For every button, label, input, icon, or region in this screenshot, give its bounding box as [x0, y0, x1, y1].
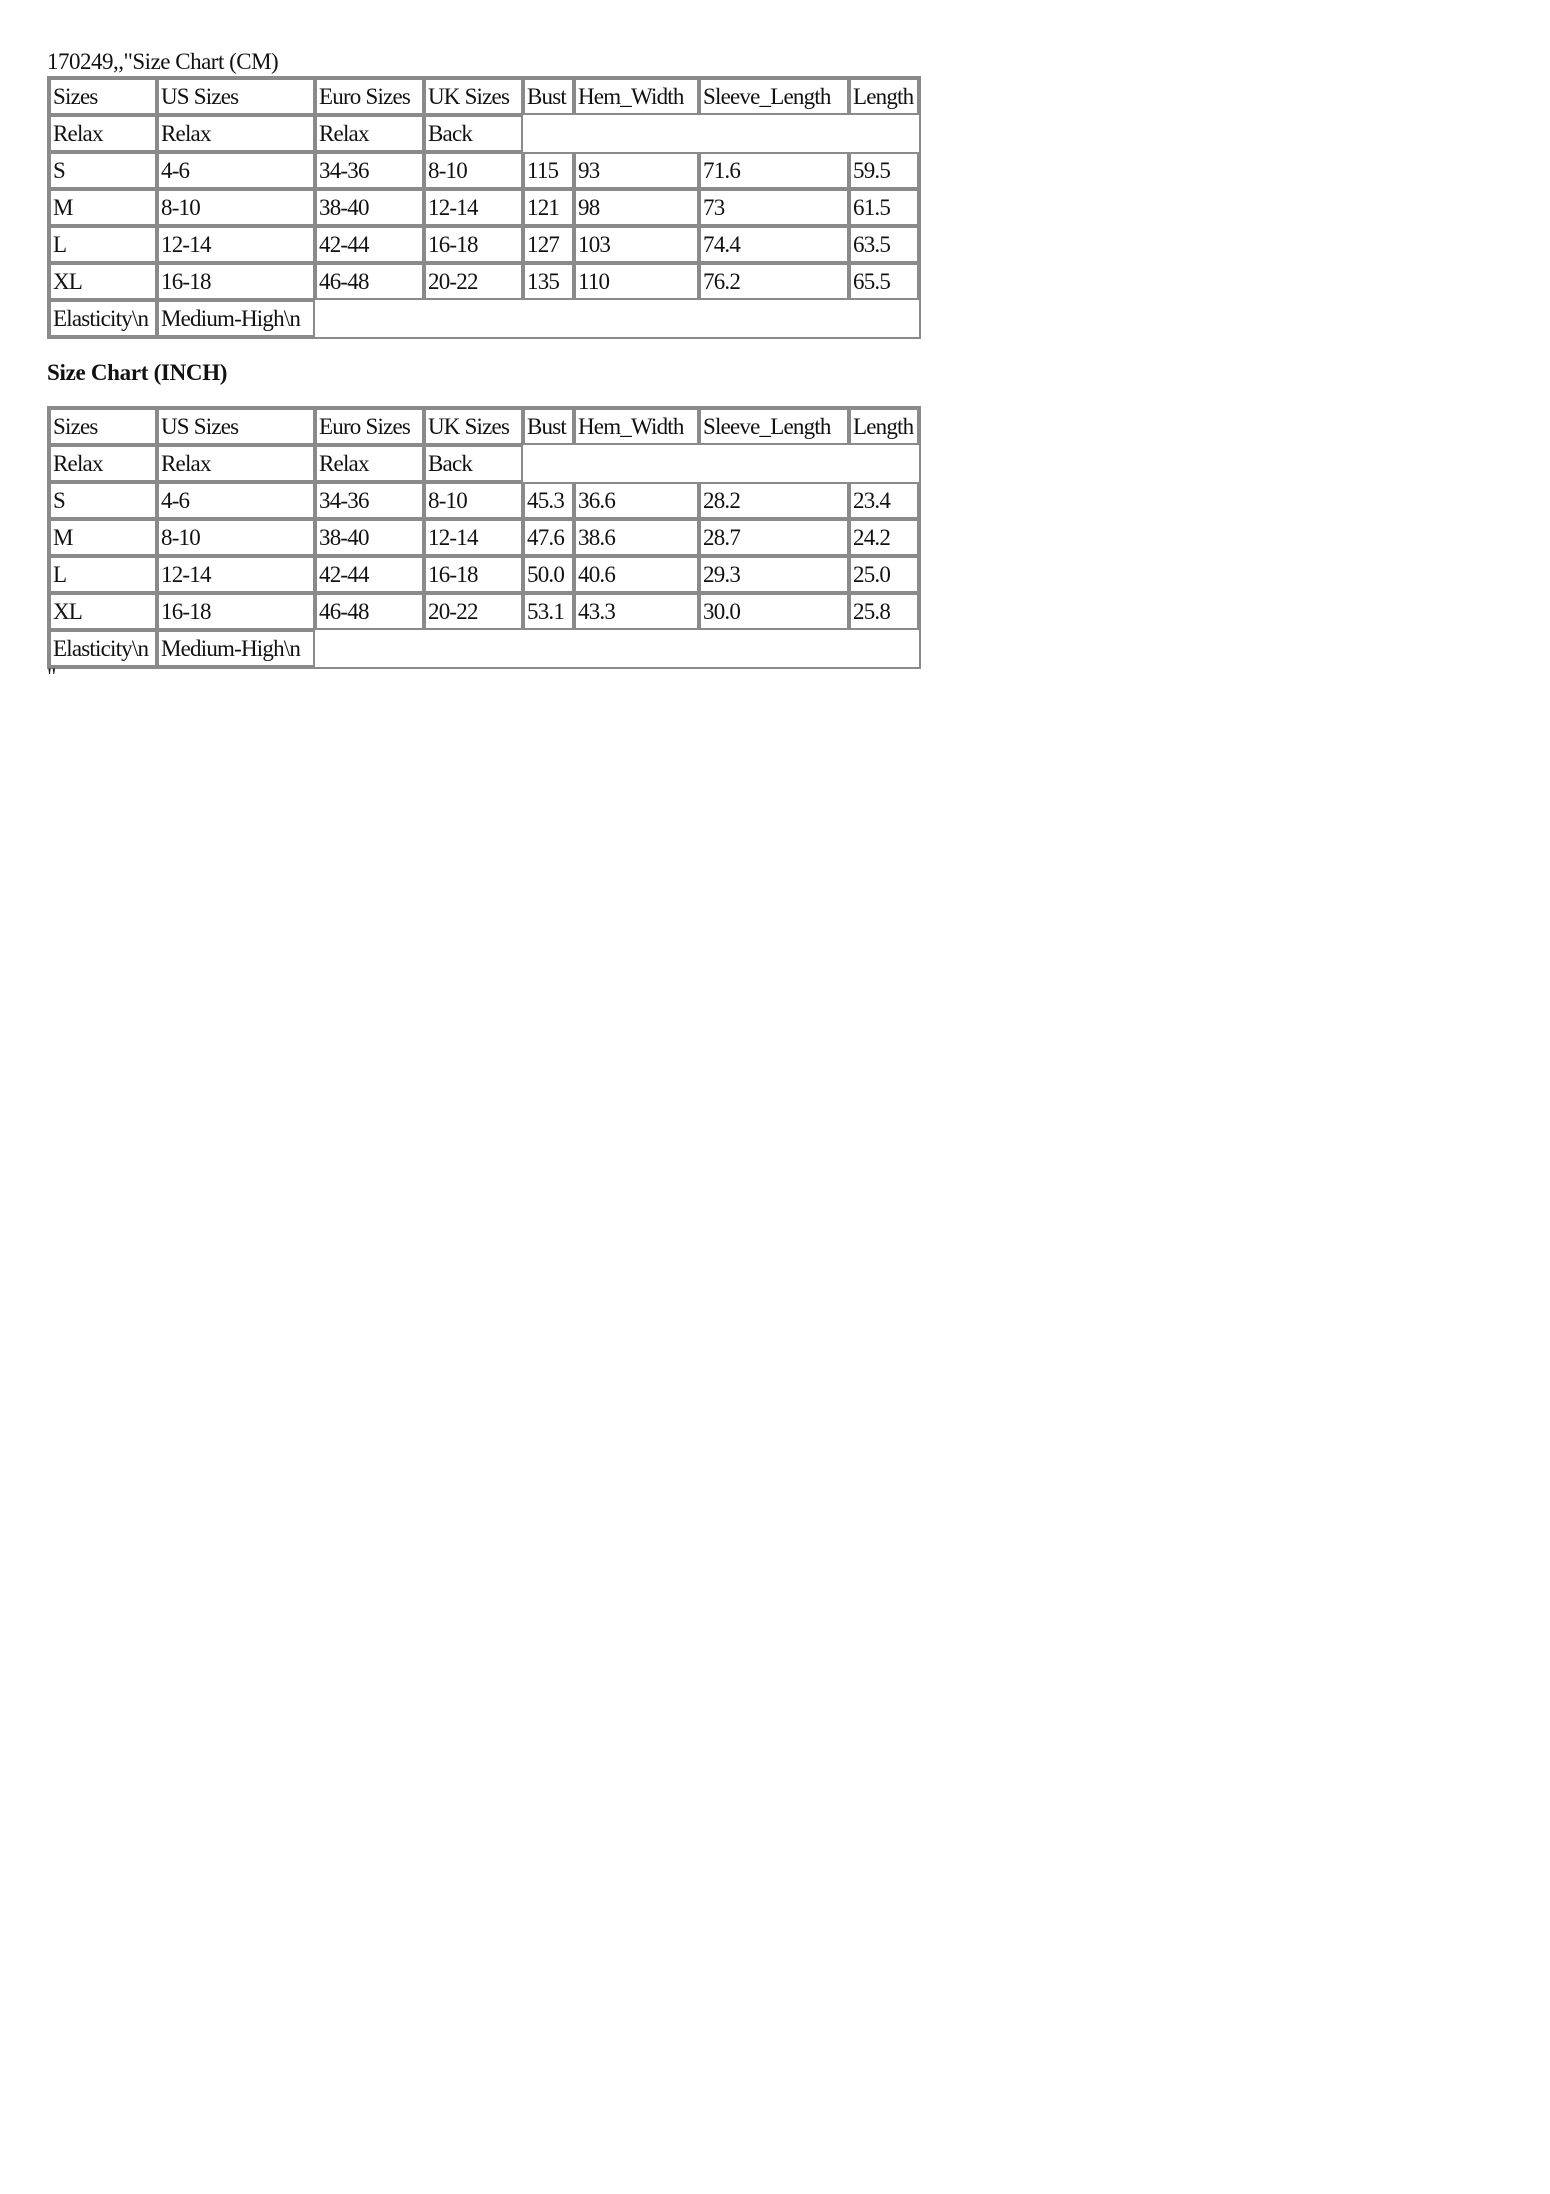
- table-cell: XL: [49, 593, 157, 630]
- relax-row: [49, 445, 919, 482]
- table-cell: 34-36: [315, 482, 424, 519]
- header-cell: Hem_Width: [574, 78, 699, 115]
- table-cell: 73: [699, 189, 849, 226]
- table-cell: 127: [523, 226, 574, 263]
- table-cell: 12-14: [157, 226, 315, 263]
- table-cell: Relax: [49, 115, 157, 152]
- table-cell: 25.8: [849, 593, 919, 630]
- table-cell: 12-14: [424, 519, 523, 556]
- header-cell: Length: [849, 408, 919, 445]
- table-cell: 28.2: [699, 482, 849, 519]
- table-cell: 45.3: [523, 482, 574, 519]
- table-cell: Back: [424, 115, 523, 152]
- empty-cell: [523, 115, 919, 152]
- table-cell: 65.5: [849, 263, 919, 300]
- table-cell: 43.3: [574, 593, 699, 630]
- table-cell: 121: [523, 189, 574, 226]
- header-cell: Length: [849, 78, 919, 115]
- table-cell: S: [49, 482, 157, 519]
- table-row: [49, 189, 919, 226]
- header-cell: Euro Sizes: [315, 408, 424, 445]
- table-cell: 12-14: [424, 189, 523, 226]
- table-header-row: [49, 408, 919, 445]
- table-cell: 47.6: [523, 519, 574, 556]
- empty-cell: [523, 445, 919, 482]
- relax-row: [49, 115, 919, 152]
- table-cell: 50.0: [523, 556, 574, 593]
- table-cell: 8-10: [157, 519, 315, 556]
- table-cell: Relax: [315, 445, 424, 482]
- table-cell: Elasticity\n: [49, 300, 157, 337]
- table-cell: 93: [574, 152, 699, 189]
- table-cell: 103: [574, 226, 699, 263]
- table-row: [49, 556, 919, 593]
- table-cell: 16-18: [424, 556, 523, 593]
- table-cell: 8-10: [157, 189, 315, 226]
- table-cell: Back: [424, 445, 523, 482]
- table-cell: 8-10: [424, 152, 523, 189]
- table-cell: 74.4: [699, 226, 849, 263]
- table-cell: 42-44: [315, 556, 424, 593]
- table-cell: 8-10: [424, 482, 523, 519]
- header-cell: UK Sizes: [424, 78, 523, 115]
- table-row: [49, 519, 919, 556]
- header-line: 170249,,"Size Chart (CM): [47, 49, 279, 74]
- table-cell: Relax: [49, 445, 157, 482]
- table-cell: 36.6: [574, 482, 699, 519]
- table-cell: XL: [49, 263, 157, 300]
- table-cell: Medium-High\n: [157, 630, 315, 667]
- table-cell: 4-6: [157, 152, 315, 189]
- table-cell: Elasticity\n: [49, 630, 157, 667]
- table-cell: 115: [523, 152, 574, 189]
- table-cell: 42-44: [315, 226, 424, 263]
- empty-cell: [315, 300, 919, 337]
- table-cell: 30.0: [699, 593, 849, 630]
- table-cell: 38-40: [315, 189, 424, 226]
- table-cell: 61.5: [849, 189, 919, 226]
- table-cell: 28.7: [699, 519, 849, 556]
- header-cell: Sizes: [49, 408, 157, 445]
- table-cell: 16-18: [157, 593, 315, 630]
- elasticity-row: [49, 300, 919, 337]
- table-row: [49, 226, 919, 263]
- table-cell: M: [49, 189, 157, 226]
- table-row: [49, 152, 919, 189]
- table-cell: 46-48: [315, 263, 424, 300]
- table-cell: 76.2: [699, 263, 849, 300]
- header-cell: Bust: [523, 78, 574, 115]
- table-cell: 25.0: [849, 556, 919, 593]
- table-cell: 4-6: [157, 482, 315, 519]
- table-cell: Medium-High\n: [157, 300, 315, 337]
- table-cell: 71.6: [699, 152, 849, 189]
- table-cell: 135: [523, 263, 574, 300]
- table-cell: 20-22: [424, 263, 523, 300]
- header-cell: Sleeve_Length: [699, 78, 849, 115]
- table-cell: L: [49, 556, 157, 593]
- table-cell: 16-18: [157, 263, 315, 300]
- header-cell: Hem_Width: [574, 408, 699, 445]
- table-cell: 40.6: [574, 556, 699, 593]
- table-cell: 34-36: [315, 152, 424, 189]
- table-cell: 59.5: [849, 152, 919, 189]
- table-cell: 24.2: [849, 519, 919, 556]
- table-cell: Relax: [315, 115, 424, 152]
- table-row: [49, 482, 919, 519]
- table-cell: M: [49, 519, 157, 556]
- table-cell: 53.1: [523, 593, 574, 630]
- elasticity-row: [49, 630, 919, 667]
- table-row: [49, 593, 919, 630]
- table-cell: 20-22: [424, 593, 523, 630]
- table-cell: 38.6: [574, 519, 699, 556]
- empty-cell: [315, 630, 919, 667]
- header-cell: Sleeve_Length: [699, 408, 849, 445]
- inch-chart-heading: Size Chart (INCH): [47, 360, 228, 385]
- size-chart-cm-table: [47, 76, 921, 339]
- table-cell: 16-18: [424, 226, 523, 263]
- table-cell: 46-48: [315, 593, 424, 630]
- document-page: [47, 48, 1047, 689]
- table-cell: L: [49, 226, 157, 263]
- table-header-row: [49, 78, 919, 115]
- table-cell: 110: [574, 263, 699, 300]
- table-cell: 38-40: [315, 519, 424, 556]
- size-chart-inch-table: [47, 406, 921, 669]
- header-cell: UK Sizes: [424, 408, 523, 445]
- table-cell: S: [49, 152, 157, 189]
- header-cell: Sizes: [49, 78, 157, 115]
- header-cell: Bust: [523, 408, 574, 445]
- header-cell: US Sizes: [157, 408, 315, 445]
- table-cell: 23.4: [849, 482, 919, 519]
- header-cell: Euro Sizes: [315, 78, 424, 115]
- table-cell: 12-14: [157, 556, 315, 593]
- table-cell: 98: [574, 189, 699, 226]
- table-row: [49, 263, 919, 300]
- closing-quote: ": [47, 664, 57, 689]
- table-cell: 63.5: [849, 226, 919, 263]
- table-cell: Relax: [157, 445, 315, 482]
- table-cell: Relax: [157, 115, 315, 152]
- header-cell: US Sizes: [157, 78, 315, 115]
- table-cell: 29.3: [699, 556, 849, 593]
